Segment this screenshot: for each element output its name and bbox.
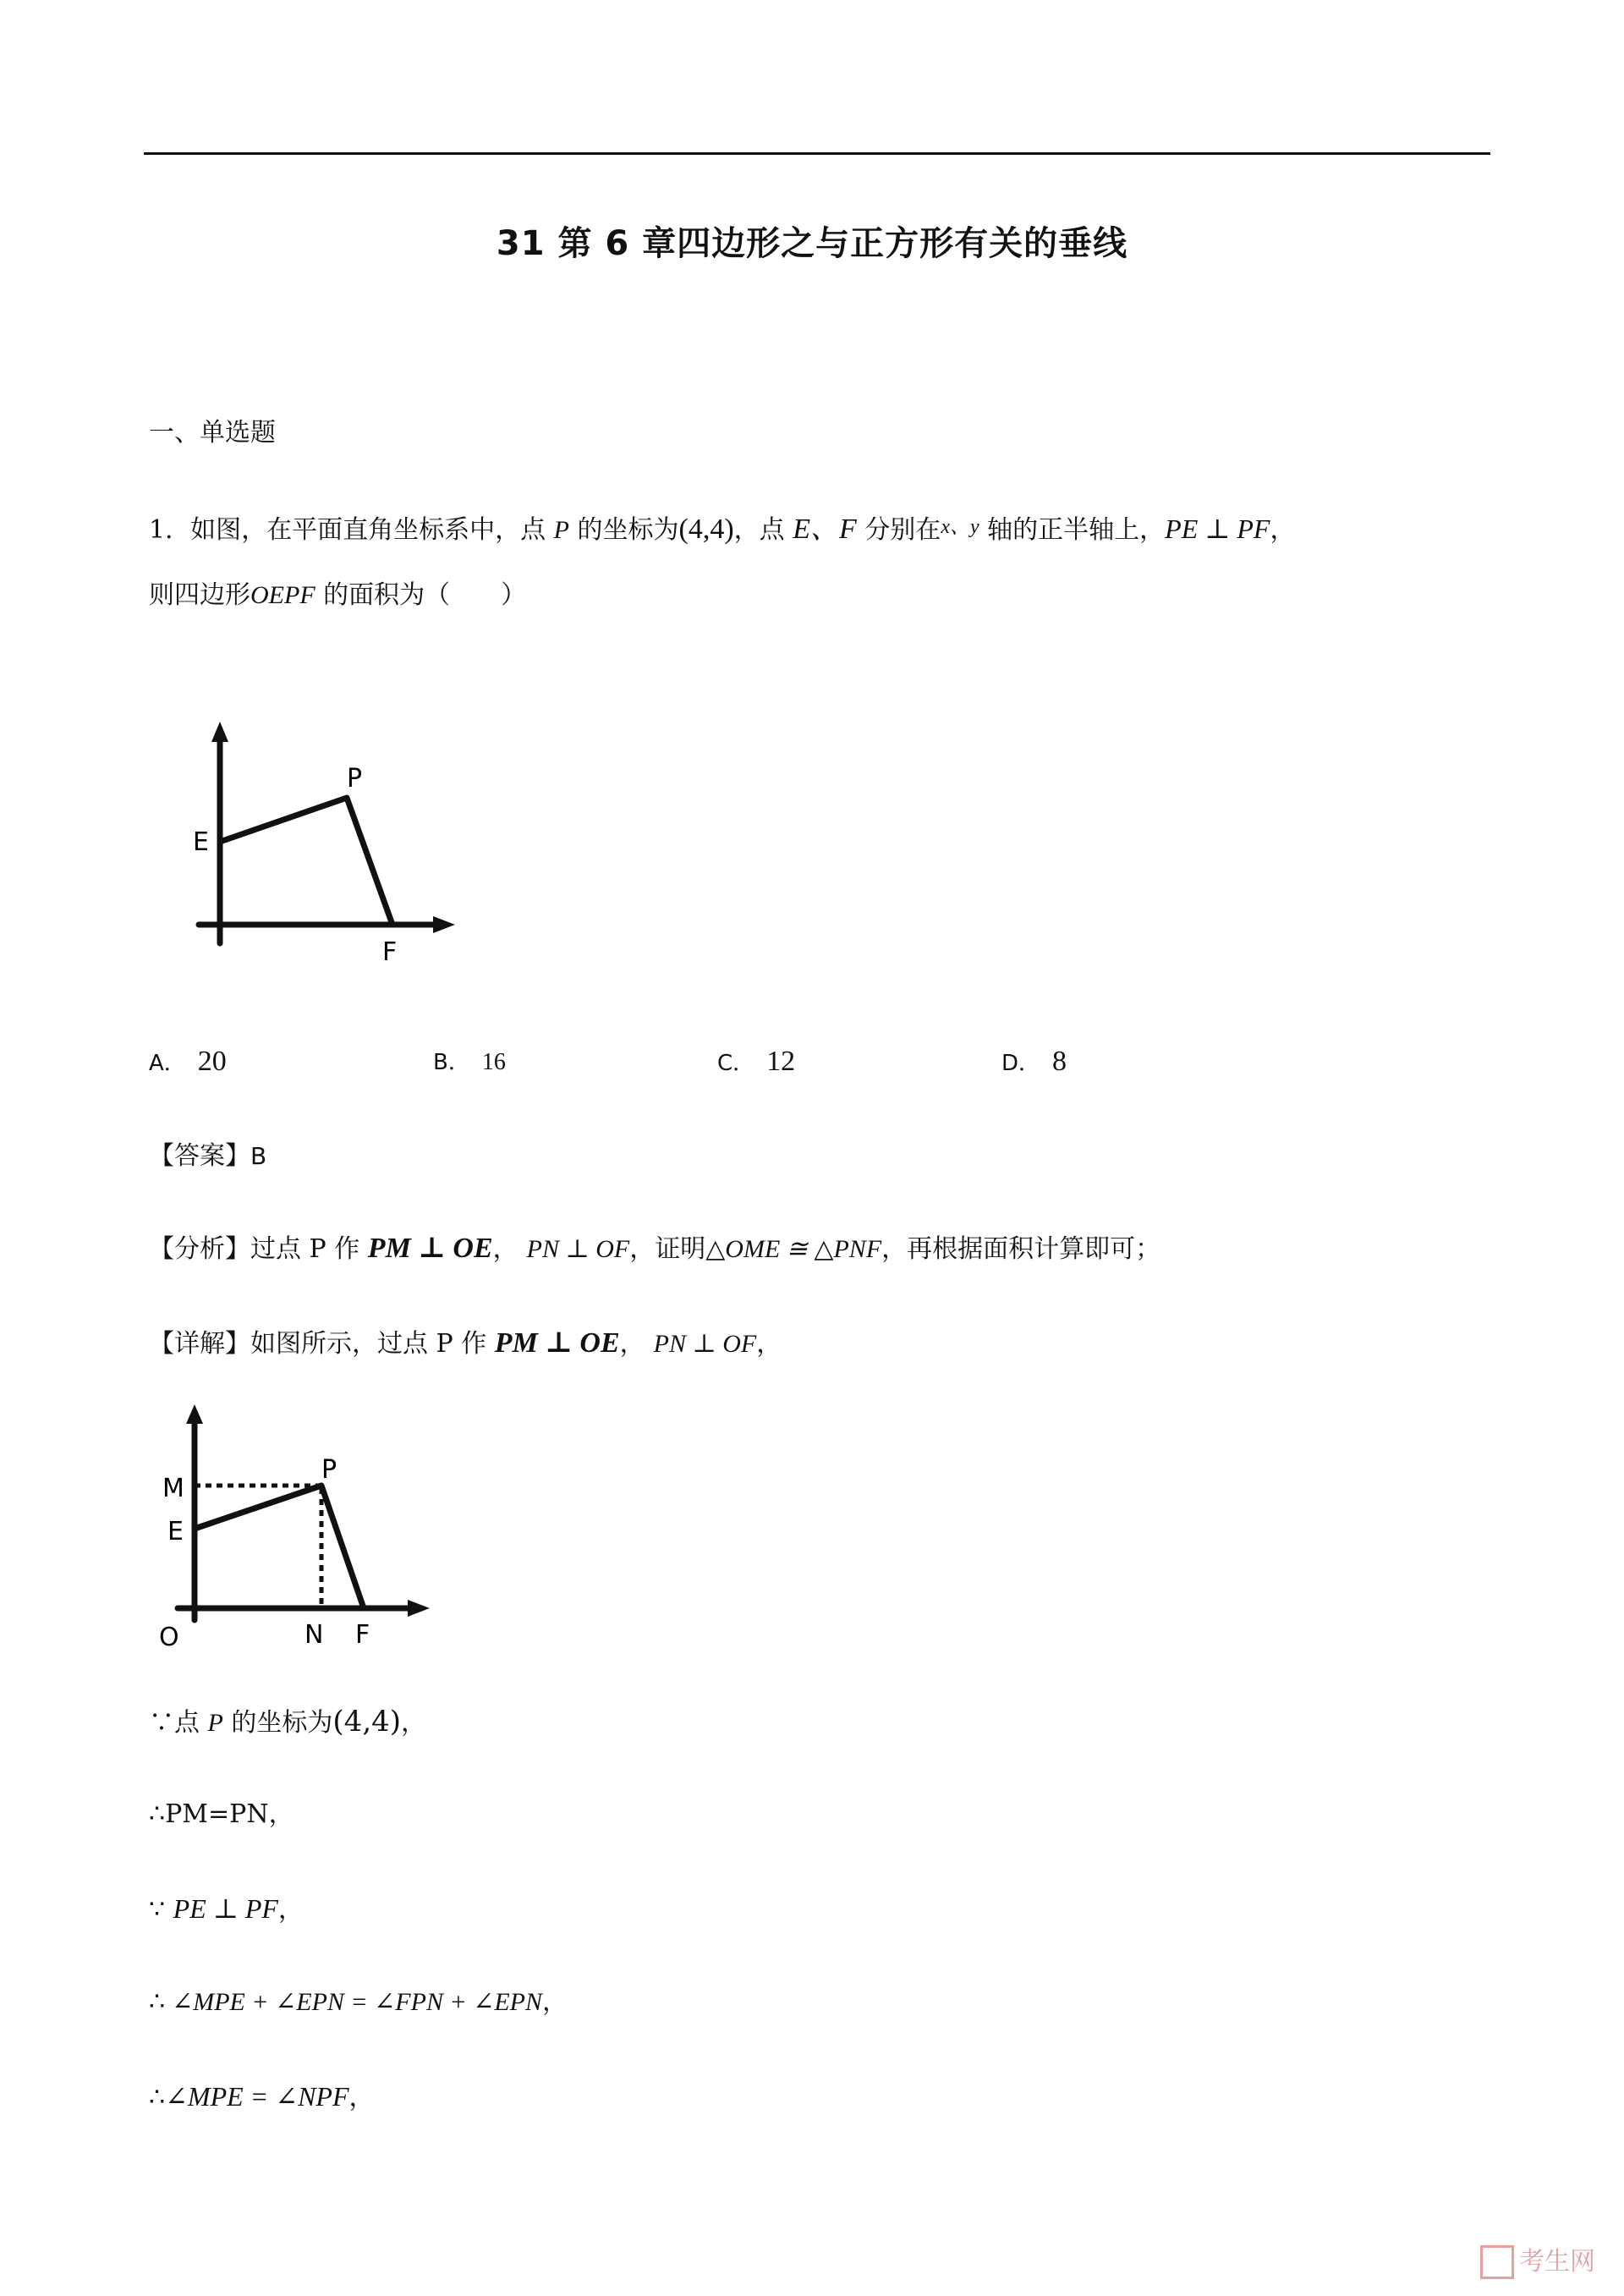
option-b[interactable]: B． 16 bbox=[433, 1049, 506, 1075]
step-1: ∵点 P 的坐标为(4,4)， bbox=[149, 1705, 427, 1738]
label-E: E bbox=[167, 1517, 184, 1546]
segment-EPF bbox=[220, 798, 392, 925]
step-4: ∴ ∠MPE + ∠EPN = ∠FPN + ∠EPN， bbox=[149, 1987, 568, 2017]
label-M: M bbox=[162, 1474, 184, 1503]
label-P: P bbox=[347, 764, 363, 794]
label-P: P bbox=[321, 1455, 337, 1485]
question-number: 1． bbox=[149, 515, 191, 545]
option-a[interactable]: A． 20 bbox=[149, 1046, 227, 1077]
answer-value: B bbox=[250, 1142, 267, 1170]
label-F: F bbox=[355, 1620, 370, 1650]
label-O: O bbox=[159, 1623, 179, 1652]
step-5: ∴∠MPE = ∠NPF， bbox=[149, 2081, 375, 2112]
analysis-line: 【分析】过点 P 作 PM ⊥ OE， PN ⊥ OF，证明△OME ≅ △PNF，再根据面积计算即可； bbox=[149, 1233, 1161, 1264]
watermark-icon bbox=[1480, 2245, 1514, 2279]
label-F: F bbox=[382, 937, 398, 967]
question-line-2: 则四边形OEPF 的面积为（ ） bbox=[149, 580, 527, 610]
question-line-1: 1．如图，在平面直角坐标系中，点 P 的坐标为(4,4)，点 E、F 分别在$^{x、y}$ 轴的正半轴上，PE ⊥ PF， bbox=[149, 514, 1296, 545]
label-N: N bbox=[304, 1620, 324, 1650]
header-rule bbox=[144, 152, 1490, 155]
detail-line: 【详解】如图所示，过点 P 作 PM ⊥ OE， PN ⊥ OF， bbox=[149, 1327, 782, 1359]
step-3: ∵ PE ⊥ PF， bbox=[149, 1893, 304, 1925]
figure-with-perpendiculars bbox=[152, 1400, 440, 1654]
x-axis-arrow bbox=[433, 916, 455, 933]
x-axis-arrow bbox=[408, 1600, 430, 1617]
step-2: ∴PM=PN， bbox=[149, 1799, 294, 1829]
label-E: E bbox=[193, 827, 209, 857]
y-axis-arrow bbox=[211, 722, 228, 742]
page-title: 31 第 6 章四边形之与正方形有关的垂线 bbox=[496, 224, 1128, 263]
y-axis-arrow bbox=[186, 1404, 203, 1424]
option-c[interactable]: C． 12 bbox=[717, 1046, 796, 1077]
option-d[interactable]: D． 8 bbox=[1001, 1046, 1067, 1077]
answer-line: 【答案】B bbox=[149, 1141, 267, 1171]
section-heading: 一、单选题 bbox=[149, 418, 276, 448]
figure-quadrilateral bbox=[186, 715, 465, 969]
watermark-logo: 考生网 bbox=[1480, 2240, 1595, 2280]
segment-EPF bbox=[195, 1486, 364, 1608]
